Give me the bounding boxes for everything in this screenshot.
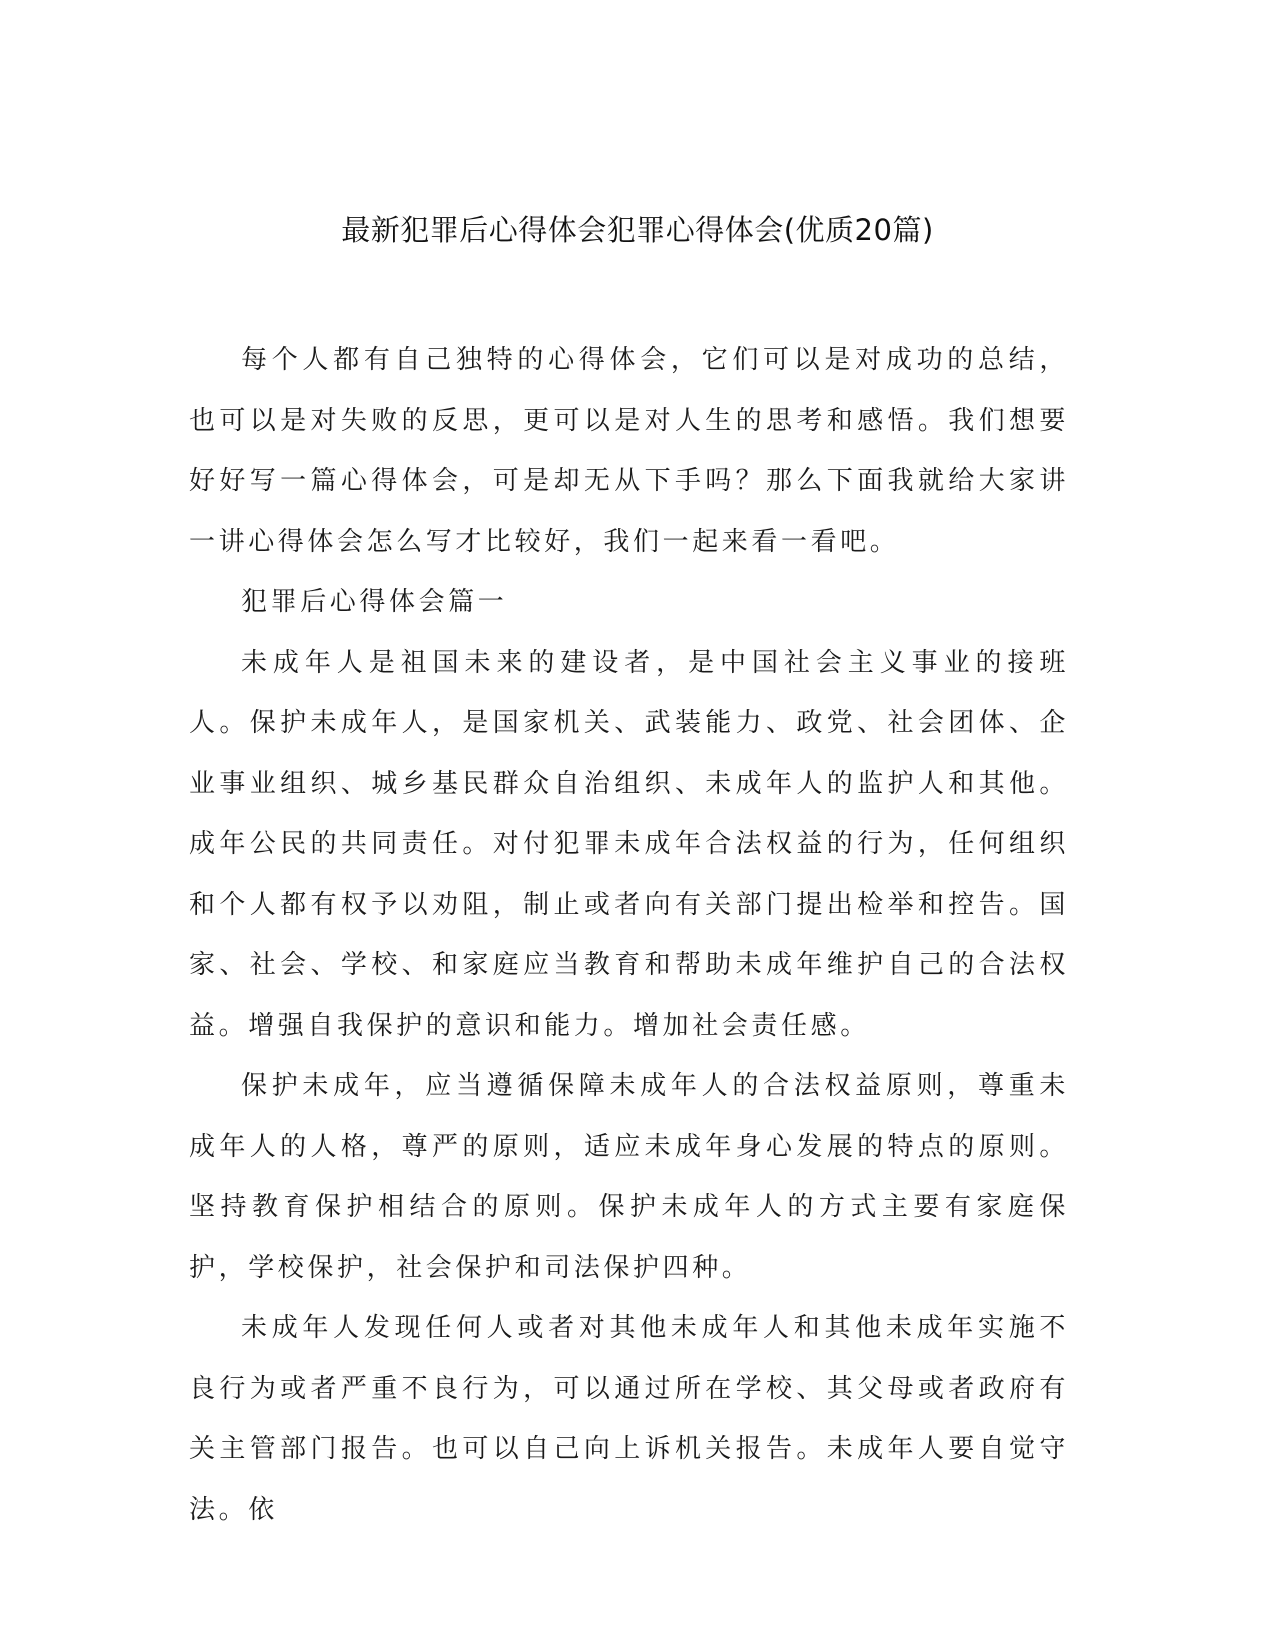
document-title: 最新犯罪后心得体会犯罪心得体会(优质20篇)	[341, 213, 934, 247]
body-paragraph: 未成年人是祖国未来的建设者，是中国社会主义事业的接班人。保护未成年人，是国家机关、武装能力、政党、社会团体、企业事业组织、城乡基民群众自治组织、未成年人的监护人和其他。成年公民的共同责任。对付犯罪未成年合法权益的行为，任何组织和个人都有权予以劝阻，制止或者向有关部门提出检举和控告。国家、社会、学校、和家庭应当教育和帮助未成年维护自己的合法权益。增强自我保护的意识和能力。增加社会责任感。	[189, 647, 1069, 1041]
body-paragraph: 保护未成年，应当遵循保障未成年人的合法权益原则，尊重未成年人的人格，尊严的原则，适应未成年身心发展的特点的原则。坚持教育保护相结合的原则。保护未成年人的方式主要有家庭保护，学校保护，社会保护和司法保护四种。	[189, 1071, 1069, 1283]
document-body	[189, 330, 1069, 1540]
body-paragraph: 未成年人发现任何人或者对其他未成年人和其他未成年实施不良行为或者严重不良行为，可以通过所在学校、其父母或者政府有关主管部门报告。也可以自己向上诉机关报告。未成年人要自觉守法。依	[189, 1313, 1069, 1525]
intro-paragraph: 每个人都有自己独特的心得体会，它们可以是对成功的总结，也可以是对失败的反思，更可以是对人生的思考和感悟。我们想要好好写一篇心得体会，可是却无从下手吗？那么下面我就给大家讲一讲心得体会怎么写才比较好，我们一起来看一看吧。	[189, 345, 1069, 557]
section-heading: 犯罪后心得体会篇一	[241, 587, 508, 617]
